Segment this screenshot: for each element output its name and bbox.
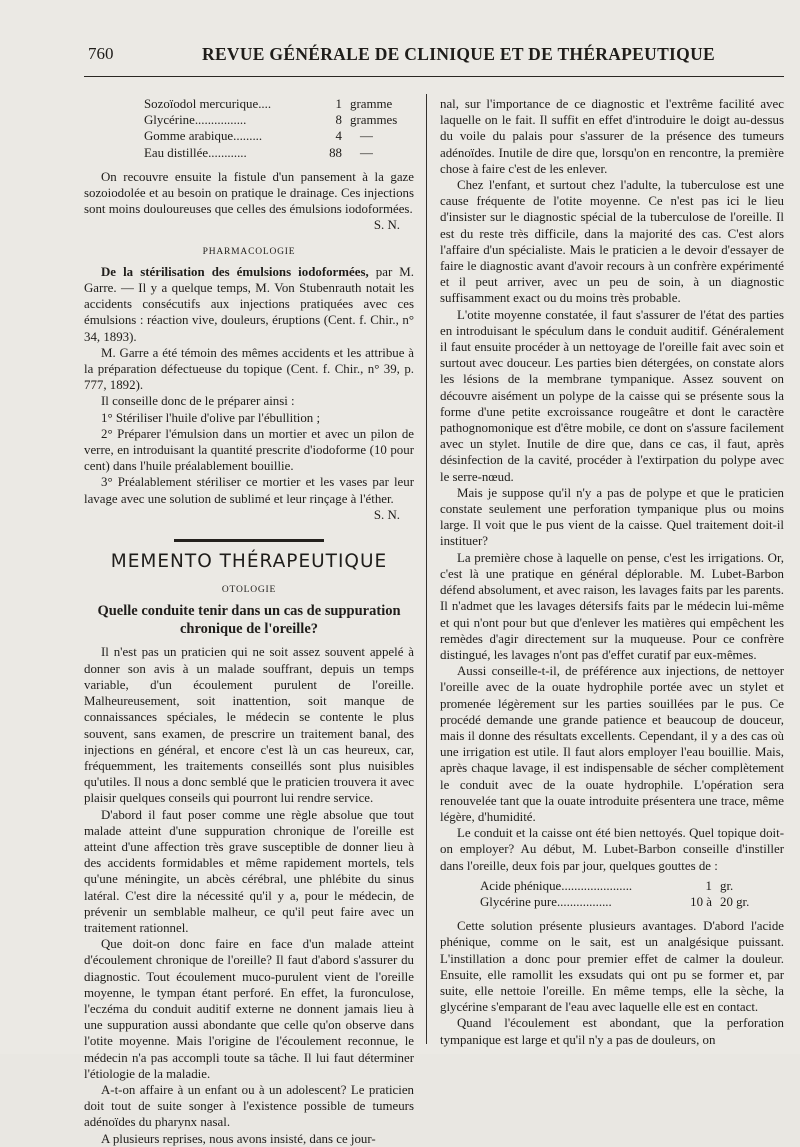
- ingredient-unit: 20 gr.: [720, 894, 750, 909]
- formula-row: [144, 128, 414, 144]
- formula-row: [480, 878, 784, 894]
- formula-row: [144, 112, 414, 128]
- paragraph: D'abord il faut poser comme une règle absolue que tout malade atteint d'une suppuration chronique de l'oreille est atteint d'une affection très grave susceptible de donner lieu à des accidents formidables et même rapidement mortels, tels qu'une méningite, un abcès cérébral, une phlébite du sinus latéral. C'est dire la nécessité qu'il y a, pour le médecin, de prévenir un semblable malheur, ce qu'il peut faire avec un traitement rationnel.: [84, 807, 414, 935]
- ingredient-qty: 88: [329, 145, 342, 160]
- ingredient-name: Gomme arabique.........: [144, 129, 263, 144]
- step: 3° Préalablement stériliser ce mortier et les vases par leur lavage avec une solution de sublimé et leur rinçage à l'éther.: [84, 475, 414, 506]
- page-header: [84, 40, 784, 77]
- ingredient-qty: 8: [335, 113, 342, 128]
- ingredient-unit: gramme: [350, 97, 393, 111]
- step: 2° Préparer l'émulsion dans un mortier et avec un pilon de verre, en introduisant la quantité prescrite d'iodoforme (10 pour cent) dans l'huile préalablement bouillie.: [84, 426, 414, 474]
- paragraph: Le conduit et la caisse ont été bien nettoyés. Quel topique doit-on employer? Au début, M. Lubet-Barbon conseille d'instiller dans l'oreille, deux fois par jour, quelques gouttes de :: [440, 826, 784, 873]
- formula-sozoiodol: [144, 96, 414, 161]
- ingredient-name: Glycérine pure.................: [480, 894, 612, 909]
- ingredient-name: Glycérine................: [144, 113, 247, 128]
- ingredient-qty: 1: [705, 878, 712, 893]
- ingredient-unit: gr.: [720, 878, 734, 893]
- question-title: Quelle conduite tenir dans un cas de suppuration chronique de l'oreille?: [97, 603, 401, 638]
- ingredient-unit: —: [360, 145, 373, 160]
- paragraph: A plusieurs reprises, nous avons insisté, dans ce jour-: [101, 1131, 376, 1146]
- ingredient-qty: 4: [335, 129, 342, 144]
- paragraph: A-t-on affaire à un enfant ou à un adolescent? Le praticien doit tout de suite songer à l'existence possible de tumeurs adénoïdes du pharynx nasal.: [84, 1082, 414, 1130]
- paragraph: Chez l'enfant, et surtout chez l'adulte, la tuberculose est une cause fréquente de l'otite moyenne. Ce n'est pas ici le lieu d'insister sur le diagnostic spécial de la tuberculose de l'oreille. Il est du reste très difficile, dans la majorité des cas. C'est alors l'affaire d'un spécialiste. Mais le praticien a le devoir d'essayer de faire le diagnostic avant d'avoir recours à un confrère expérimenté et il peut arriver, avec un peu de soin, à un diagnostic suffisamment exact ou du moins très probable.: [440, 178, 784, 306]
- ingredient-unit: grammes: [350, 113, 398, 128]
- paragraph: La première chose à laquelle on pense, c'est les irrigations. Or, c'est là une pratique en général déplorable. M. Lubet-Barbon défend absolument, et avec raison, les lavages faits par les parents. Il n'admet que les lavages détersifs faits par le médecin lui-même et qui n'ont pour but que d'enlever les matières qui empêchent les remèdes d'agir directement sur la muqueuse. Pour ce confrère distingué, les lavages n'ont pas d'effet curatif par eux-mêmes.: [440, 550, 784, 662]
- left-column: [84, 96, 414, 1146]
- paragraph-sterilisation: [84, 264, 414, 345]
- formula-phenique: [480, 878, 784, 910]
- paragraph: Quand l'écoulement est abondant, que la perforation tympanique est large et qu'il n'y a pas de douleurs, on: [440, 1016, 784, 1047]
- right-column: [440, 96, 784, 1046]
- section-heading-otologie: OTOLOGIE: [221, 585, 277, 596]
- paragraph: Cette solution présente plusieurs avantages. D'abord l'acide phénique, comme on le sait, est un analgésique puissant. L'instillation a donc pour premier effet de calmer la douleur. Ensuite, elle ramollit les exsudats qui ont pu se former et, par suite, elle nettoie l'oreille. En même temps, elle la sèche, la glycérine s'emparant de l'eau avec laquelle elle est en contact.: [440, 919, 784, 1015]
- ingredient-name: Eau distillée............: [144, 145, 247, 160]
- formula-row: [144, 145, 414, 161]
- column-divider: [426, 94, 427, 1044]
- memento-title: MEMENTO THÉRAPEUTIQUE: [110, 551, 388, 573]
- running-title: REVUE GÉNÉRALE DE CLINIQUE ET DE THÉRAPEUTIQUE: [202, 44, 715, 64]
- paragraph: L'otite moyenne constatée, il faut s'assurer de l'état des parties en introduisant le spéculum dans le conduit auditif. Généralement il faut ensuite procéder à un nettoyage de l'oreille fait avec soin et surtout avec douceur. Les parties bien détergées, on constate alors les lésions de la membrane tympanique. Assez souvent on découvre aisément un polype de la caisse qui se présente sous la forme d'une petite excroissance rougeâtre et dont le caractère pathognomonique est d'être mobile, ce dont on s'assure facilement avec un stylet. Inutile de dire que, dans ce cas, il faut, après désinfection de la cavité, procéder à l'extirpation du polype avec le serre-nœud.: [440, 307, 784, 484]
- step: 1° Stériliser l'huile d'olive par l'ébullition ;: [101, 410, 321, 425]
- paragraph: Il n'est pas un praticien qui ne soit assez souvent appelé à donner son avis à un malade souffrant, depuis un temps variable, d'un écoulement purulent de l'oreille. Malheureusement, soit inattention, soit manque de connaissances spéciales, le médecin se contente le plus souvent, sans examen, de prescrire un traitement banal, des injections en général, et encore c'est là un cas heureux, car, fréquemment, les traitements conseillés sont plus nuisibles qu'utiles. Il nous a donc semblé que le praticien trouvera it avec plaisir quelques conseils qui pourront lui rendre service.: [84, 645, 414, 806]
- section-separator: [174, 539, 324, 542]
- article-text: par M. Garre. — Il y a quelque temps, M. Von Stubenrauth notait les accidents consécutifs aux injections pratiquées avec ces émulsions : réaction vive, douleurs, éruptions (Cent. f. Chir., n° 34, 1893).: [84, 264, 414, 344]
- paragraph: Il conseille donc de le préparer ainsi :: [101, 394, 295, 409]
- signature: S. N.: [373, 218, 400, 233]
- paragraph: nal, sur l'importance de ce diagnostic et l'extrême facilité avec laquelle on le fait. Il suffit en effet d'introduire le doigt au-dessus du voile du palais pour s'assurer de la présence des tumeurs adénoïdes. Inutile de dire que, lorsqu'on en rencontre, la première chose à faire c'est de les enlever.: [440, 97, 784, 176]
- signature: S. N.: [373, 507, 400, 522]
- paragraph: Que doit-on donc faire en face d'un malade atteint d'écoulement chronique de l'oreille? Il faut d'abord s'assurer du diagnostic. Tout écoulement muco-purulent vient de l'oreille moyenne, le tympan étant perforé. En effet, la furonculose, l'eczéma du conduit auditif externe ne donnent jamais lieu à une suppuration aussi abondante que celle qu'on observe dans l'otite moyenne. Mais l'origine de l'écoulement reconnue, le médecin n'a pas accompli toute sa tâche. Il lui faut déterminer l'étiologie de la maladie.: [84, 937, 414, 1081]
- ingredient-name: Sozoïodol mercurique....: [144, 97, 272, 111]
- ingredient-qty: 10 à: [690, 894, 712, 909]
- section-heading-pharmacologie: PHARMACOLOGIE: [202, 246, 296, 257]
- paragraph: Aussi conseille-t-il, de préférence aux injections, de nettoyer l'oreille avec de la ouate hydrophile portée avec un stylet et promenée légèrement sur les parties souillées par le pus. Ce procédé demande une grande patience et beaucoup de douceur, mais il donne des résultats excellents. Cependant, il y a des cas où une irrigation est utile. Il faut alors employer l'eau bouillie. Mais, après chaque lavage, il est indispensable de sécher complètement le conduit avec de la ouate hydrophile. L'opération sera renouvelée tant que la ouate introduite présentera une trace, même légère, d'humidité.: [440, 664, 784, 824]
- ingredient-name: Acide phénique......................: [480, 878, 633, 893]
- paragraph: M. Garre a été témoin des mêmes accidents et les attribue à la préparation défectueuse du topique (Cent. f. Chir., n° 39, p. 777, 1892).: [84, 345, 414, 393]
- formula-row: [480, 894, 784, 910]
- paragraph: Mais je suppose qu'il n'y a pas de polype et que le praticien constate seulement une perforation tympanique plus ou moins large. Il voit que le pus vient de la caisse. Quel traitement doit-il instituer?: [440, 485, 784, 549]
- ingredient-qty: 1: [335, 97, 342, 111]
- ingredient-unit: —: [360, 129, 373, 144]
- paragraph: On recouvre ensuite la fistule d'un pansement à la gaze sozoiodolée et au besoin on pratique le drainage. Ces injections sont moins douloureuses que celles des émulsions iodoformées.: [84, 169, 414, 217]
- page-number: 760: [88, 44, 114, 63]
- article-title: De la stérilisation des émulsions iodoformées,: [101, 264, 369, 279]
- formula-row: [144, 96, 414, 112]
